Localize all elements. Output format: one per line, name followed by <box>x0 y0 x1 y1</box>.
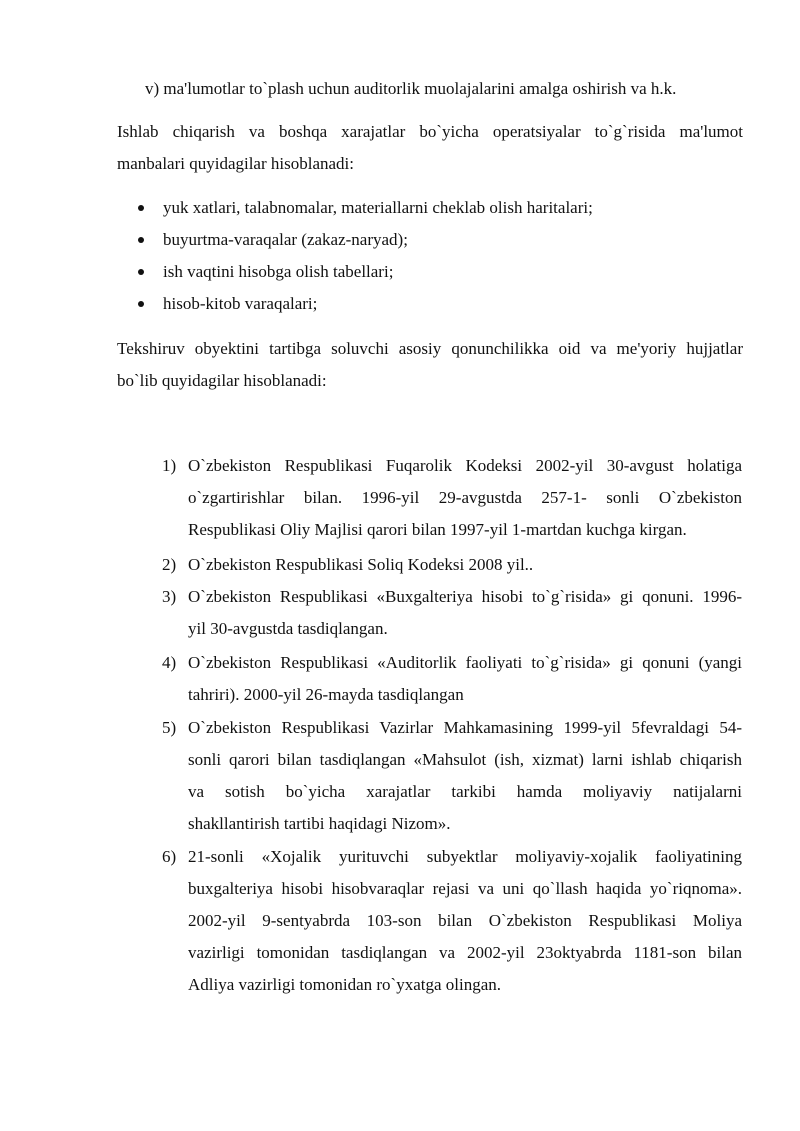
list-item-line: vazirligi tomonidan tasdiqlangan va 2002-yil 23oktyabrda 1181-son bilan <box>188 943 742 962</box>
list-number: 6) <box>162 847 177 866</box>
list-item-line: sonli qarori bilan tasdiqlangan «Mahsulot (ish, xizmat) larni ishlab chiqarish <box>188 750 742 769</box>
list-item-line: O`zbekiston Respublikasi «Auditorlik faoliyati to`g`risida» gi qonuni (yangi <box>188 653 742 672</box>
intro-list-item: v) ma'lumotlar to`plash uchun auditorlik muolajalarini amalga oshirish va h.k. <box>145 79 677 98</box>
list-item-line: Respublikasi Oliy Majlisi qarori bilan 1997-yil 1-martdan kuchga kirgan. <box>188 520 687 539</box>
list-item-line: O`zbekiston Respublikasi Soliq Kodeksi 2008 yil.. <box>188 555 534 574</box>
bullet-item: yuk xatlari, talabnomalar, materiallarni cheklab olish haritalari; <box>163 198 593 217</box>
list-item-line: O`zbekiston Respublikasi «Buxgalteriya hisobi to`g`risida» gi qonuni. 1996- <box>188 587 742 606</box>
bullet-dot <box>138 237 144 243</box>
list-item-line: 2002-yil 9-sentyabrda 103-son bilan O`zbekiston Respublikasi Moliya <box>188 911 742 930</box>
bullet-item: hisob-kitob varaqalari; <box>163 294 318 313</box>
list-item-line: shakllantirish tartibi haqidagi Nizom». <box>188 814 451 833</box>
list-item-line: yil 30-avgustda tasdiqlangan. <box>188 619 388 638</box>
paragraph-sources-line-1: Ishlab chiqarish va boshqa xarajatlar bo`yicha operatsiyalar to`g`risida ma'lumot <box>117 122 743 141</box>
bullet-dot <box>138 269 144 275</box>
bullet-item: buyurtma-varaqalar (zakaz-naryad); <box>163 230 408 249</box>
list-item-line: va sotish bo`yicha xarajatlar tarkibi hamda moliyaviy natijalarni <box>188 782 742 801</box>
list-item-line: Adliya vazirligi tomonidan ro`yxatga olingan. <box>188 975 502 994</box>
list-item-line: tahriri). 2000-yil 26-mayda tasdiqlangan <box>188 685 464 704</box>
list-item-line: 21-sonli «Xojalik yurituvchi subyektlar moliyaviy-xojalik faoliyatining <box>188 847 742 866</box>
paragraph-sources-line-2: manbalari quyidagilar hisoblanadi: <box>117 154 354 173</box>
list-item-line: O`zbekiston Respublikasi Fuqarolik Kodeksi 2002-yil 30-avgust holatiga <box>188 456 742 475</box>
list-number: 1) <box>162 456 177 475</box>
paragraph-legal-line-2: bo`lib quyidagilar hisoblanadi: <box>117 371 327 390</box>
list-number: 3) <box>162 587 177 606</box>
paragraph-legal-line-1: Tekshiruv obyektini tartibga soluvchi asosiy qonunchilikka oid va me'yoriy hujjatlar <box>117 339 743 358</box>
list-number: 4) <box>162 653 177 672</box>
list-item-line: O`zbekiston Respublikasi Vazirlar Mahkamasining 1999-yil 5fevraldagi 54- <box>188 718 742 737</box>
bullet-dot <box>138 205 144 211</box>
list-number: 2) <box>162 555 177 574</box>
bullet-dot <box>138 301 144 307</box>
list-item-line: o`zgartirishlar bilan. 1996-yil 29-avgustda 257-1- sonli O`zbekiston <box>188 488 742 507</box>
list-item-line: buxgalteriya hisobi hisobvaraqlar rejasi va uni qo`llash haqida yo`riqnoma». <box>188 879 742 898</box>
list-number: 5) <box>162 718 177 737</box>
bullet-item: ish vaqtini hisobga olish tabellari; <box>163 262 394 281</box>
